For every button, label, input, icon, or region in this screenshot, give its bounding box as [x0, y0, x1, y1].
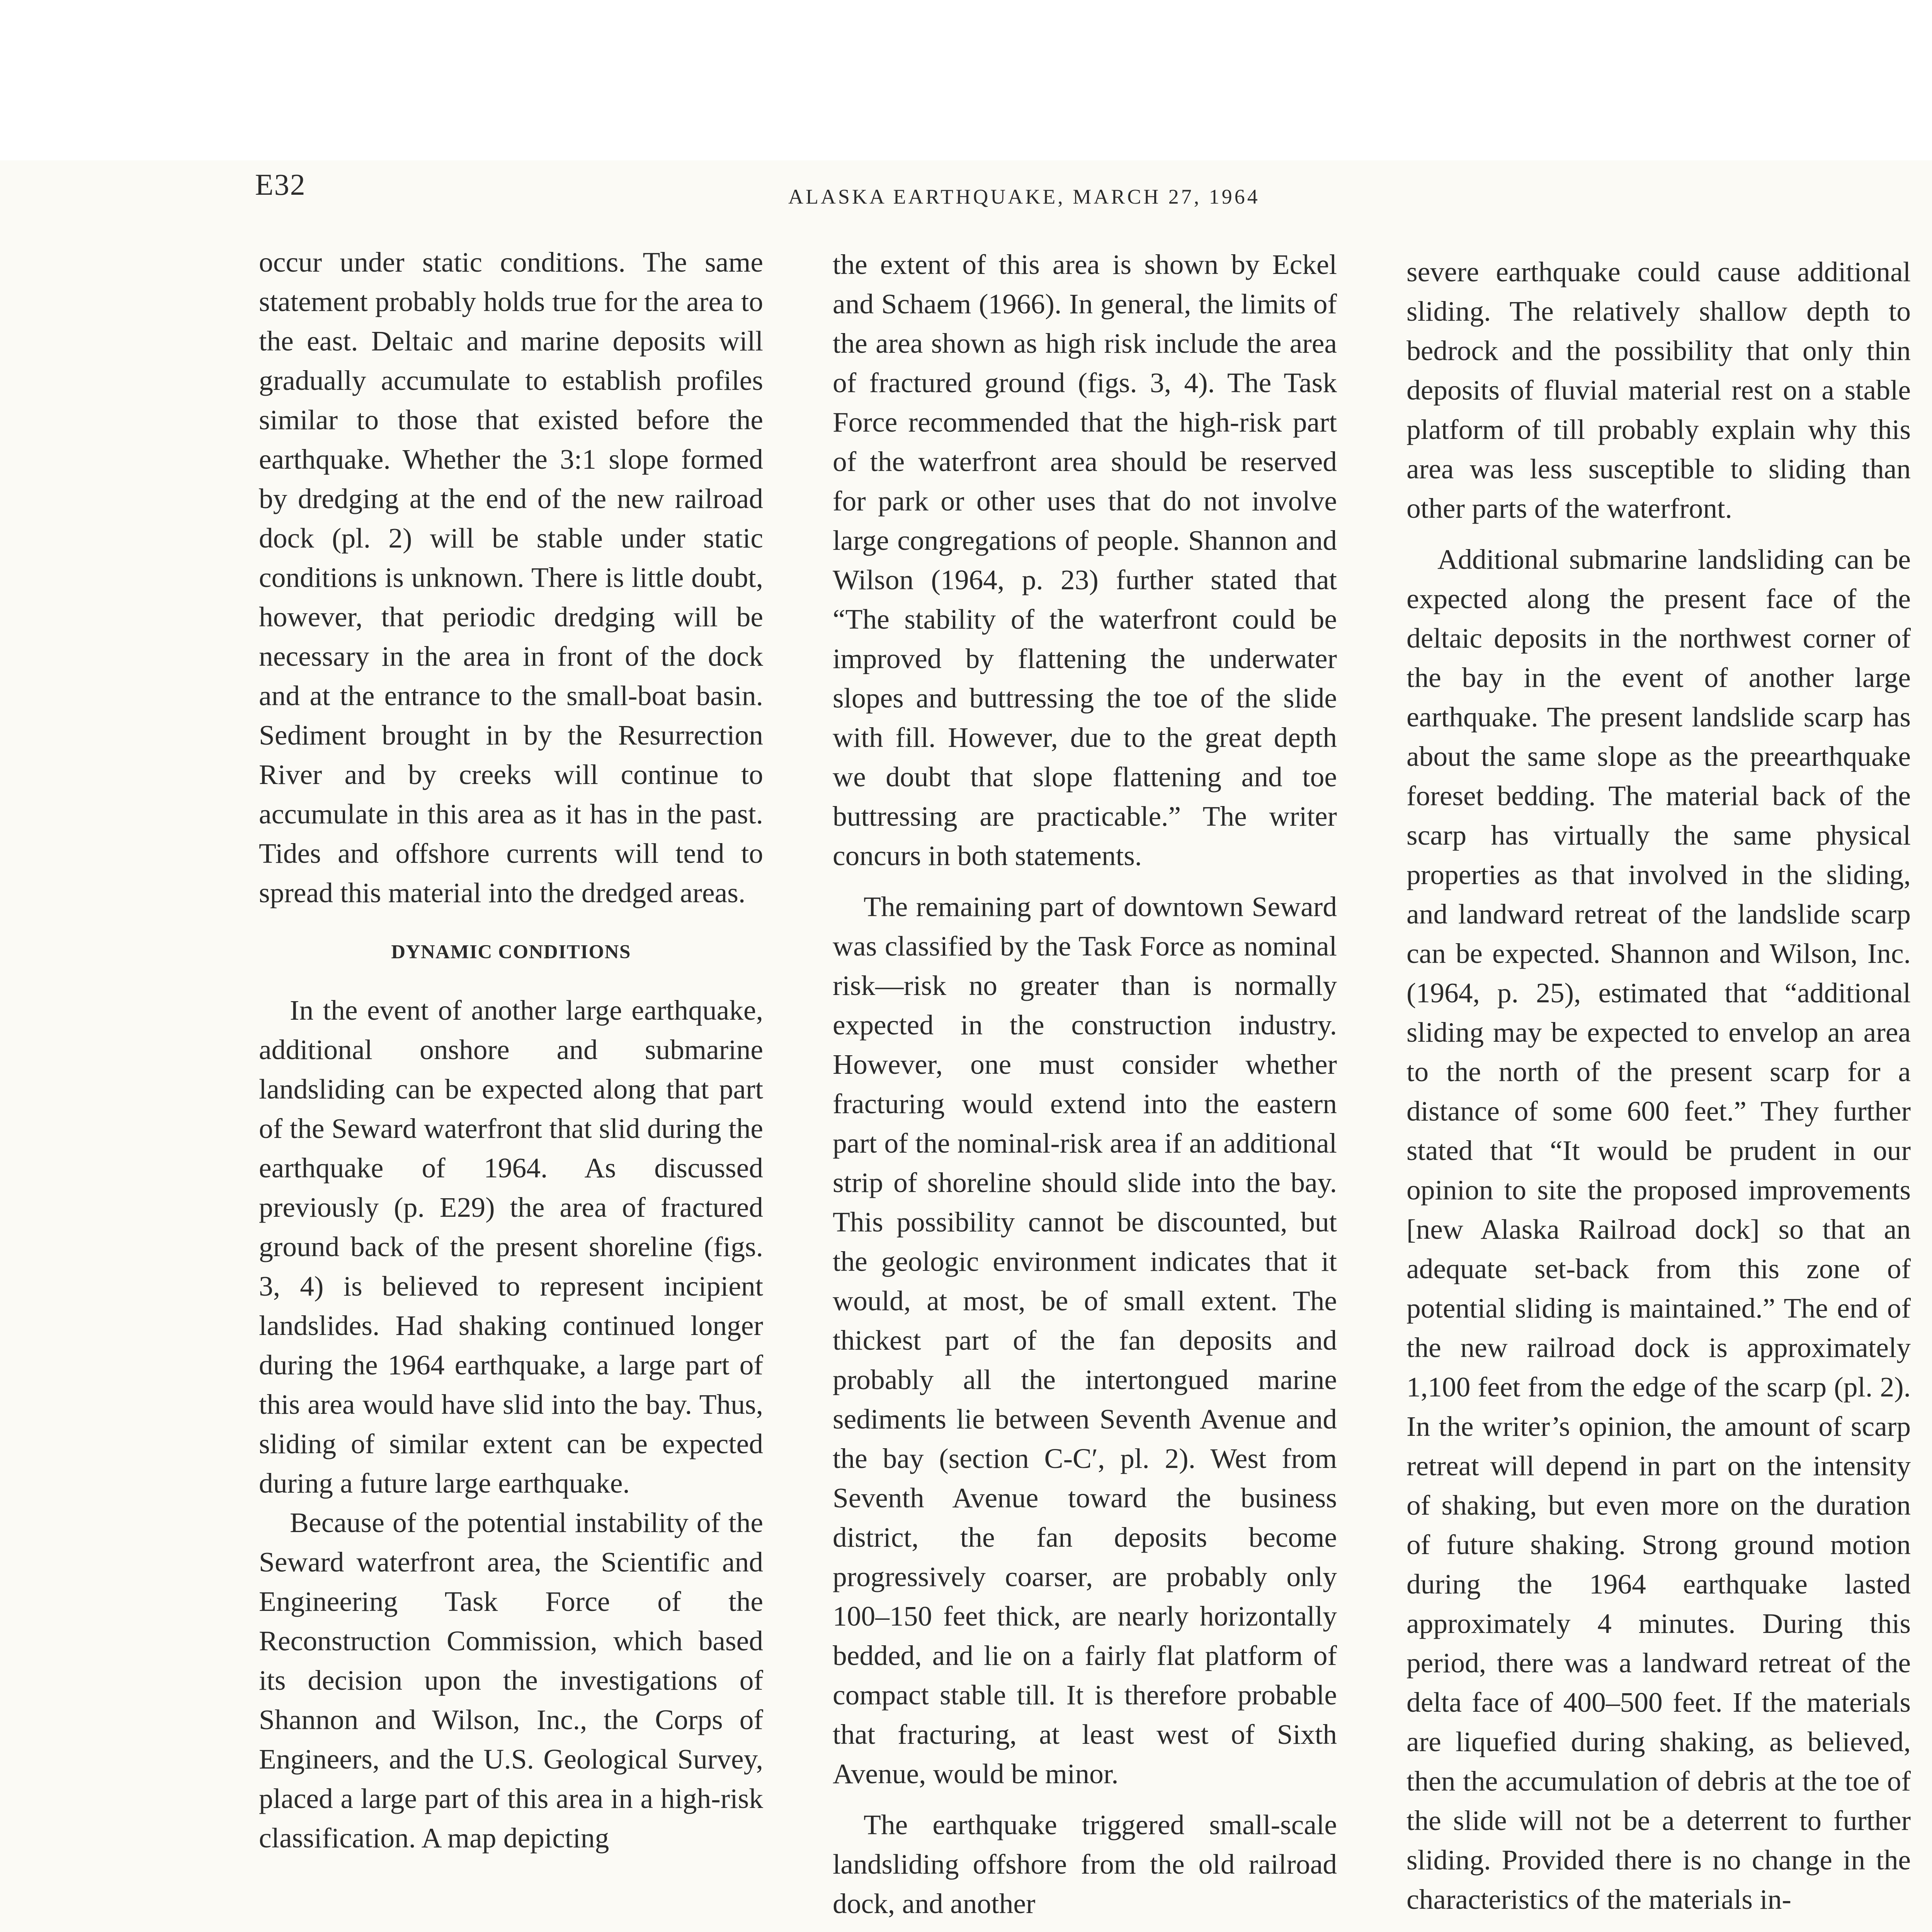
- paragraph: Additional submarine landsliding can be expected along the present face of the deltaic deposits in the northwest corner of the bay in the event of another large earthquake. The present landslide scarp has about the same slope as the preearthquake foreset bedding. The material back of the scarp has virtually the same physical properties as that involved in the sliding, and landward retreat of the landslide scarp can be expected. Shannon and Wilson, Inc. (1964, p. 25), estimated that “additional sliding may be expected to envelop an area to the north of the present scarp for a distance of some 600 feet.” They further stated that “It would be prudent in our opinion to site the proposed improvements [new Alaska Railroad dock] so that an adequate set-back from this zone of potential sliding is maintained.” The end of the new railroad dock is approximately 1,100 feet from the edge of the scarp (pl. 2). In the writer’s opinion, the amount of scarp retreat will depend in part on the intensity of shaking, but even more on the duration of future shaking. Strong ground motion during the 1964 earthquake lasted approximately 4 minutes. During this period, there was a landward retreat of the delta face of 400–500 feet. If the materials are liquefied during shaking, as believed, then the accumulation of debris at the toe of the slide will not be a deterrent to further sliding. Provided there is no change in the characteristics of the materials in-: [1406, 544, 1911, 1915]
- running-head: ALASKA EARTHQUAKE, MARCH 27, 1964: [788, 185, 1260, 208]
- paragraph: In the event of another large earthquake, additional onshore and submarine landsliding can be expected along that part of the Seward waterfront that slid during the earthquake of 1964. As discussed previously (p. E29) the area of fractured ground back of the present shoreline (figs. 3, 4) is believed to represent incipient landslides. Had shaking continued longer during the 1964 earthquake, a large part of this area would have slid into the bay. Thus, sliding of similar extent can be expected during a future large earthquake.: [259, 995, 763, 1499]
- text-column-2: [833, 245, 1337, 1923]
- paragraph: the extent of this area is shown by Eckel and Schaem (1966). In general, the limits of the area shown as high risk include the area of fractured ground (figs. 3, 4). The Task Force recommended that the high-risk part of the waterfront area should be reserved for park or other uses that do not involve large congregations of people. Shannon and Wilson (1964, p. 23) further stated that “The stability of the waterfront could be improved by flattening the underwater slopes and buttressing the toe of the slide with fill. However, due to the great depth we doubt that slope flattening and toe buttressing are practicable.” The writer concurs in both statements.: [833, 249, 1337, 871]
- paragraph: The remaining part of downtown Seward was classified by the Task Force as nominal risk—risk no greater than is normally expected in the construction industry. However, one must consider whether fracturing would extend into the eastern part of the nominal-risk area if an additional strip of shoreline should slide into the bay. This possibility cannot be discounted, but the geologic environment indicates that it would, at most, be of small extent. The thickest part of the fan deposits and probably all the intertongued marine sediments lie between Seventh Avenue and the bay (section C-C′, pl. 2). West from Seventh Avenue toward the business district, the fan deposits become progressively coarser, are probably only 100–150 feet thick, are nearly horizontally bedded, and lie on a fairly flat platform of compact stable till. It is therefore probable that fracturing, at least west of Sixth Avenue, would be minor.: [833, 891, 1337, 1789]
- text-column-1: [259, 243, 763, 1858]
- top-margin: [0, 0, 1932, 160]
- section-heading: DYNAMIC CONDITIONS: [391, 941, 631, 963]
- paragraph: The earthquake triggered small-scale landsliding offshore from the old railroad dock, and another: [833, 1809, 1337, 1919]
- page-number: E32: [255, 168, 306, 201]
- paragraph: Because of the potential instability of the Seward waterfront area, the Scientific and Engineering Task Force of the Reconstruction Commission, which based its decision upon the investigations of Shannon and Wilson, Inc., the Corps of Engineers, and the U.S. Geological Survey, placed a large part of this area in a high-risk classification. A map depicting: [259, 1507, 763, 1854]
- text-column-3: [1406, 252, 1911, 1919]
- paragraph: severe earthquake could cause additional sliding. The relatively shallow depth to bedrock and the possibility that only thin deposits of fluvial material rest on a stable platform of till probably explain why this area was less susceptible to sliding than other parts of the waterfront.: [1406, 256, 1911, 524]
- paragraph: occur under static conditions. The same statement probably holds true for the area to the east. Deltaic and marine deposits will gradually accumulate to establish profiles similar to those that existed before the earthquake. Whether the 3:1 slope formed by dredging at the end of the new railroad dock (pl. 2) will be stable under static conditions is unknown. There is little doubt, however, that periodic dredging will be necessary in the area in front of the dock and at the entrance to the small-boat basin. Sediment brought in by the Resurrection River and by creeks will continue to accumulate in this area as it has in the past. Tides and offshore currents will tend to spread this material into the dredged areas.: [259, 247, 763, 908]
